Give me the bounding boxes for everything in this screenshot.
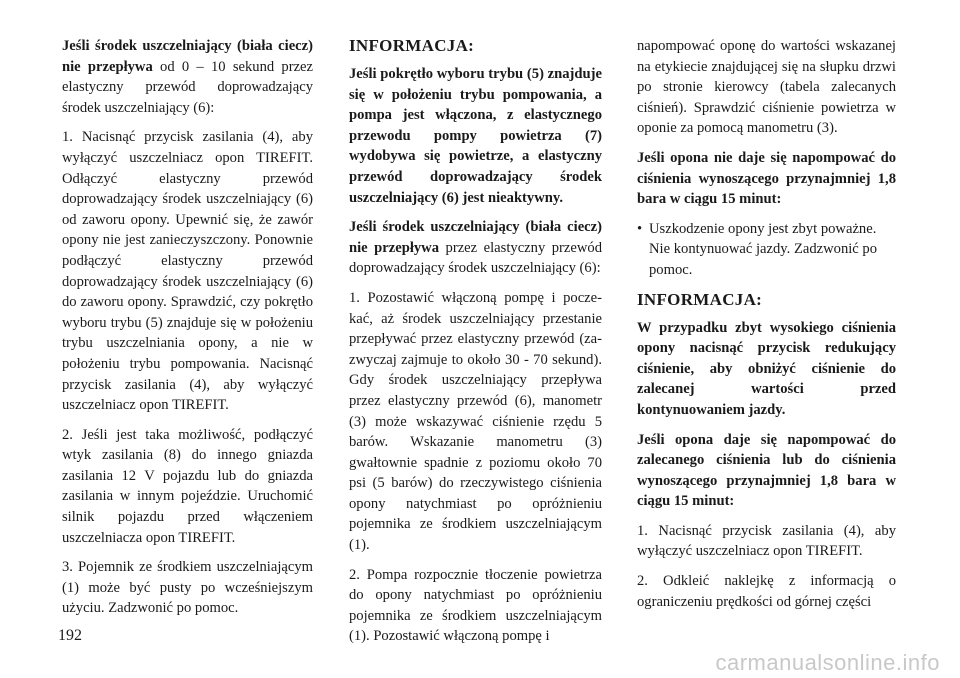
watermark: carmanualsonline.info — [715, 650, 940, 675]
paragraph-no-flow-condition-2 — [349, 217, 602, 279]
page-number: 192 — [58, 627, 82, 644]
paragraph-text: od 0 – 10 sekund przez elastyczny przewód doprowadzający środek uszczelniający (6): — [62, 58, 314, 116]
bold-lead-text: Jeśli środek uszczelniający (biała ciecz) nie przepływa — [349, 219, 602, 256]
bullet-item — [637, 219, 896, 281]
condition-heading-not-inflating: Jeśli opona nie daje się napompować do ciśnienia wynoszącego przynajmniej 1,8 bara w ciągu 15 minut: — [637, 149, 896, 208]
step-1-paragraph: 1. Nacisnąć przycisk zasilania (4), aby wyłączyć uszczelniacz opon TIREFIT. Odłączyć elastyczny przewód doprowadzający środek uszczelniający (6) od zaworu opony. Upewnić się, że zawór opony nie jest zanieczyszczony. Ponownie podłączyć elastyczny przewód doprowadzający środek uszczelniający (6) do zaworu opony. Sprawdzić, czy pokrętło wyboru trybu (5) znajduje się w położeniu trybu uszczelniania opony, a nie w położeniu trybu pompowania. Nacisnąć przycisk zasilania (4), aby wyłączyć uszczelniacz opon TIREFIT. — [62, 129, 313, 414]
info-heading: INFORMACJA: — [637, 289, 763, 309]
info-note: Jeśli pokrętło wyboru trybu (5) znajduje się w położeniu trybu pompowania, a pompa jest włączona, z elastycznego przewodu pompy powietrza (7) wydobywa się powietrze, a elastyczny przewód doprowadzający środek uszczelniający (6) jest nieaktywny. — [349, 66, 602, 206]
text-column-left — [62, 36, 313, 628]
step-3-paragraph: 3. Pojemnik ze środkiem uszczelniającym (1) może być pusty po wcześniejszym użyciu. Zadzwonić po pomoc. — [62, 559, 313, 617]
text-column-right — [637, 36, 896, 621]
bullet-text: Uszkodzenie opony jest zbyt poważne. Nie kontynuować jazdy. Zadzwonić po pomoc. — [649, 220, 878, 278]
info-heading: INFORMACJA: — [349, 36, 475, 55]
paragraph-text: przez elastyczny przewód doprowadzający środek uszczelniający (6): — [349, 239, 603, 277]
step-2-paragraph: 2. Jeśli jest taka możliwość, podłączyć wtyk zasilania (8) do innego gniazda zasilania 12 V pojazdu lub do gniazda zasilania w innym pojeździe. Uruchomić silnik pojazdu przed włączeniem uszczelniacza opon TIREFIT. — [62, 426, 313, 546]
step-2-paragraph: 2. Odkleić naklejkę z informacją o ograniczeniu prędkości od górnej części — [637, 573, 896, 610]
info-note: W przypadku zbyt wysokiego ciśnienia opony nacisnąć przycisk redukujący ciśnienie, aby obniżyć ciśnienie do zalecanej wartości przed kontynuowaniem jazdy. — [637, 319, 896, 418]
step-2-paragraph: 2. Pompa rozpocznie tłoczenie powietrza do opony natychmiast po opróżnieniu pojemnika ze środkiem uszczelniającym (1). Pozostawić włączoną pompę i — [349, 566, 602, 645]
bold-lead-text: Jeśli środek uszczelniający (biała ciecz) nie przepływa — [62, 38, 313, 75]
condition-heading-inflating: Jeśli opona daje się napompować do zalecanego ciśnienia lub do ciśnienia wynoszącego przynajmniej 1,8 bara w ciągu 15 minut: — [637, 431, 896, 510]
step-1-paragraph: 1. Nacisnąć przycisk zasilania (4), aby wyłączyć uszczelniacz opon TIREFIT. — [637, 522, 896, 560]
text-column-middle — [349, 36, 602, 656]
step-1-paragraph: 1. Pozostawić włączoną pompę i pocze-kać, aż środek uszczelniający przestanie przepływać przez elastyczny przewód (za-zwyczaj zajmuje to około 30 - 70 sekund). Gdy środek uszczelniający przepływa przez elastyczny przewód (6), manometr (3) może wskazywać ciśnienie rzędu 5 barów. Wskazanie manometru (3) gwałtownie spadnie z poziomu około 70 psi (5 barów) do rzeczywistego ciśnienia opony natychmiast po opróżnieniu pojemnika ze środkiem uszczelniającym (1). — [349, 289, 602, 554]
paragraph-no-flow-condition — [62, 36, 313, 118]
continued-paragraph: napompować oponę do wartości wskazanej na etykiecie znajdującej się na słupku drzwi po stronie kierowcy (tabela zalecanych ciśnień). Sprawdzić ciśnienie powietrza w oponie za pomocą manometru (3). — [637, 38, 896, 137]
bullet-dot-icon: • — [637, 220, 643, 237]
